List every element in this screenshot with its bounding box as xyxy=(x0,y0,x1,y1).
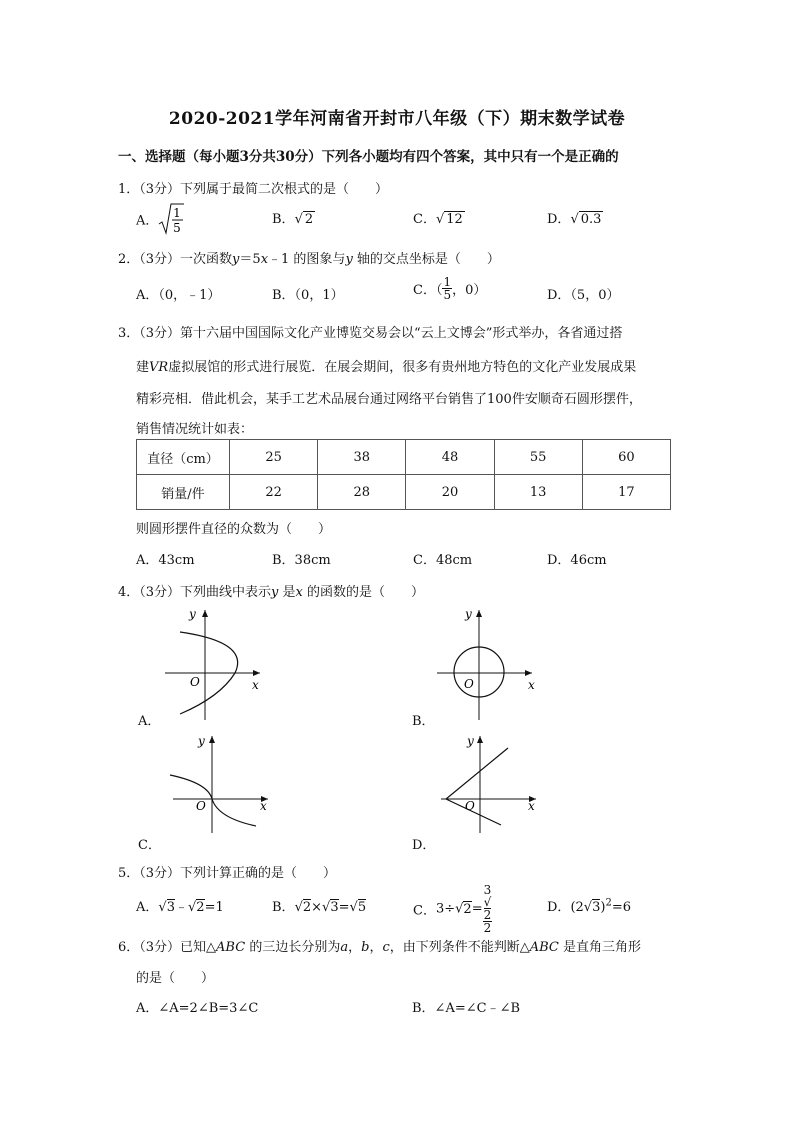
table-cell: 60 xyxy=(582,440,670,475)
q5-option-a: A．√3﹣√2=1 xyxy=(136,900,224,915)
table-row-header: 销量/件 xyxy=(137,475,230,510)
q3-option-d: D．46cm xyxy=(547,553,607,568)
sqrt-icon: √ xyxy=(435,212,445,227)
q1-b-label: B． xyxy=(272,212,295,227)
q1-c-label: C． xyxy=(413,212,436,227)
q3-option-a: A．43cm xyxy=(136,553,195,568)
svg-text:y: y xyxy=(198,734,205,748)
table-cell: 38 xyxy=(318,440,406,475)
question-2-stem: 2．（3分）一次函数y＝5x﹣1 的图象与y 轴的交点坐标是（ ） xyxy=(118,252,500,267)
q1-a-label: A． xyxy=(136,213,159,229)
sqrt-fraction-icon xyxy=(158,202,184,236)
table-cell: 55 xyxy=(494,440,582,475)
page-title: 2020-2021学年河南省开封市八年级（下）期末数学试卷 xyxy=(168,109,626,129)
q6-option-a: A．∠A=2∠B=3∠C xyxy=(136,1001,259,1016)
svg-text:y: y xyxy=(189,607,196,621)
q3-line-4: 销售情况统计如表： xyxy=(136,422,254,437)
sqrt-icon: √ xyxy=(349,900,358,915)
section-heading: 一、选择题（每小题3分共30分）下列各小题均有四个答案，其中只有一个是正确的 xyxy=(118,149,619,165)
sqrt-icon: √ xyxy=(187,900,197,915)
q1-option-d xyxy=(547,208,603,227)
q4-option-c: C． xyxy=(138,838,161,853)
q4-option-b: B． xyxy=(412,714,435,729)
q3-after-table: 则圆形摆件直径的众数为（ ） xyxy=(136,522,332,537)
svg-text:y: y xyxy=(467,734,474,748)
q3-option-c: C．48cm xyxy=(413,553,473,568)
question-4-stem: 4．（3分）下列曲线中表示y 是x 的函数的是（ ） xyxy=(118,585,425,600)
q2-option-d: D．（5，0） xyxy=(547,288,620,303)
q1-d-radicand: 0.3 xyxy=(580,212,602,227)
sqrt-icon: √ xyxy=(570,212,579,227)
table-cell: 20 xyxy=(406,475,494,510)
svg-text:x: x xyxy=(252,678,259,692)
q3-option-b: B．38cm xyxy=(272,553,331,568)
sqrt-icon: √ xyxy=(294,900,303,915)
table-cell: 22 xyxy=(230,475,318,510)
q1-option-c xyxy=(413,208,465,227)
q6-option-b: B．∠A=∠C﹣∠B xyxy=(412,1001,521,1016)
question-1-stem: 1．（3分）下列属于最简二次根式的是（ ） xyxy=(118,182,389,197)
table-cell: 28 xyxy=(318,475,406,510)
q2-option-c: C．（ $\frac{1}{5}$ ，0） xyxy=(413,275,487,302)
sales-table xyxy=(136,439,671,510)
sqrt-icon: √ xyxy=(158,900,167,915)
q1-c-radicand: 12 xyxy=(446,212,463,227)
q3-line-3: 精彩亮相．借此机会，某手工艺术品展台通过网络平台销售了100件安顺奇石圆形摆件， xyxy=(136,392,642,407)
q4-option-d: D． xyxy=(412,838,436,853)
svg-text:x: x xyxy=(528,799,535,813)
svg-text:O: O xyxy=(196,799,206,813)
sqrt-icon: √ xyxy=(294,212,303,227)
svg-text:x: x xyxy=(528,678,535,692)
q1-a-num: 1 xyxy=(173,206,182,220)
q5-option-d: D．$(2√3)^2=6$ xyxy=(547,897,631,915)
q1-option-a xyxy=(136,202,184,236)
q5-option-c: C．3÷√2= 3 √ 2 2 xyxy=(413,883,492,935)
q1-option-b xyxy=(272,208,315,227)
q3-line-2: 建VR虚拟展馆的形式进行展览．在展会期间，很多有贵州地方特色的文化产业发展成果 xyxy=(136,360,637,375)
graph-b xyxy=(432,602,542,724)
q1-a-den: 5 xyxy=(173,221,182,235)
question-5-stem: 5．（3分）下列计算正确的是（ ） xyxy=(118,866,337,881)
svg-text:O: O xyxy=(464,677,474,691)
q1-b-radicand: 2 xyxy=(304,212,314,227)
table-row xyxy=(137,440,671,475)
svg-text:x: x xyxy=(260,799,267,813)
table-cell: 48 xyxy=(406,440,494,475)
graph-a xyxy=(160,602,270,724)
svg-text:y: y xyxy=(465,607,472,621)
svg-text:O: O xyxy=(190,675,200,689)
question-6-line-1: 6．（3分）已知△ABC 的三边长分别为a，b，c，由下列条件不能判断△ABC 是直角三角形 xyxy=(118,940,642,955)
svg-text:O: O xyxy=(465,799,475,813)
q2-option-b: B．（0，1） xyxy=(272,288,344,303)
q5-option-b: B．√2×√3=√5 xyxy=(272,900,367,915)
graph-d xyxy=(436,728,546,838)
q2-option-a: A．（0，﹣1） xyxy=(136,288,221,303)
table-cell: 13 xyxy=(494,475,582,510)
table-cell: 25 xyxy=(230,440,318,475)
q4-option-a: A． xyxy=(138,714,161,729)
q1-d-label: D． xyxy=(547,212,571,227)
question-6-line-2: 的是（ ） xyxy=(136,971,215,986)
sqrt-icon: √ xyxy=(322,900,331,915)
table-cell: 17 xyxy=(582,475,670,510)
table-row xyxy=(137,475,671,510)
q3-line-1: 3．（3分）第十六届中国国际文化产业博览交易会以“云上文博会”形式举办，各省通过搭 xyxy=(118,326,623,341)
table-row-header: 直径（cm） xyxy=(137,440,230,475)
graph-c xyxy=(168,728,278,838)
